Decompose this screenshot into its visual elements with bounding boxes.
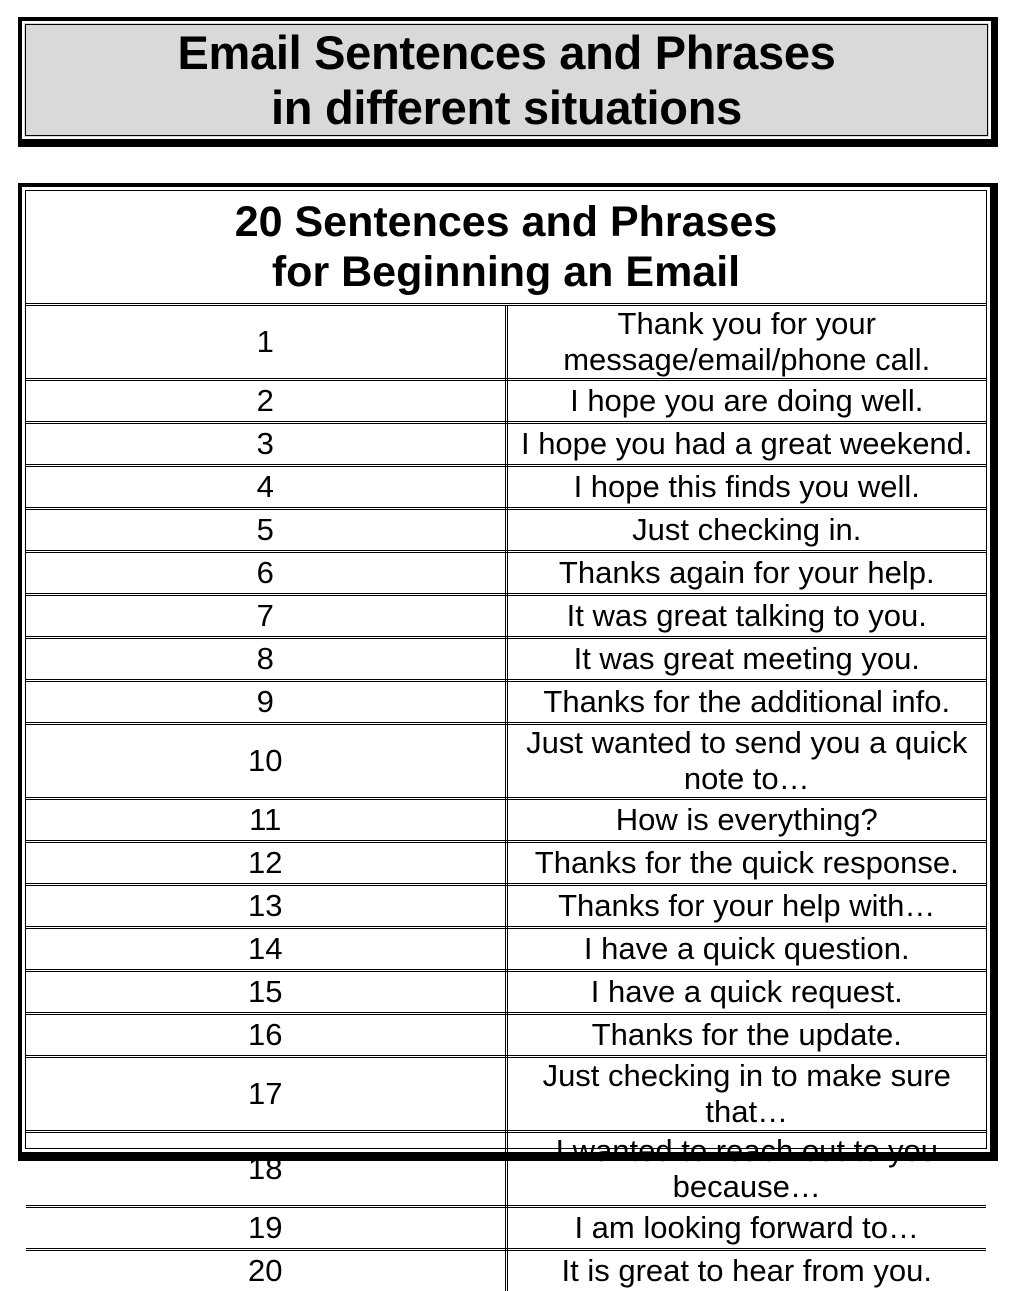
row-number: 15: [26, 971, 506, 1014]
table-row: [26, 885, 986, 928]
row-number: 16: [26, 1014, 506, 1057]
row-number: 20: [26, 1250, 506, 1291]
row-phrase: It was great meeting you.: [506, 638, 986, 681]
table-row: [26, 1207, 986, 1250]
row-number: 3: [26, 423, 506, 466]
row-number: 12: [26, 842, 506, 885]
table-row: [26, 595, 986, 638]
table-row: [26, 380, 986, 423]
table-row: [26, 1057, 986, 1132]
row-phrase: Just checking in.: [506, 509, 986, 552]
row-number: 5: [26, 509, 506, 552]
row-number: 2: [26, 380, 506, 423]
row-phrase: Thanks again for your help.: [506, 552, 986, 595]
row-phrase: I have a quick question.: [506, 928, 986, 971]
table-row: [26, 928, 986, 971]
row-phrase: Thanks for the update.: [506, 1014, 986, 1057]
table-heading: [26, 191, 986, 305]
row-phrase: It is great to hear from you.: [506, 1250, 986, 1291]
table-body: [26, 305, 986, 1291]
row-number: 17: [26, 1057, 506, 1132]
page-title-line-1: Email Sentences and Phrases: [177, 25, 835, 80]
row-number: 14: [26, 928, 506, 971]
row-number: 7: [26, 595, 506, 638]
table-row: [26, 423, 986, 466]
row-number: 6: [26, 552, 506, 595]
row-number: 19: [26, 1207, 506, 1250]
row-number: 13: [26, 885, 506, 928]
title-panel: [22, 21, 991, 139]
phrases-table: [26, 191, 986, 1291]
row-phrase: Thank you for your message/email/phone call.: [506, 305, 986, 380]
row-phrase: I have a quick request.: [506, 971, 986, 1014]
row-number: 1: [26, 305, 506, 380]
row-phrase: I am looking forward to…: [506, 1207, 986, 1250]
row-number: 18: [26, 1132, 506, 1207]
row-phrase: I hope this finds you well.: [506, 466, 986, 509]
phrases-table-panel: [22, 187, 990, 1152]
row-phrase: Just checking in to make sure that…: [506, 1057, 986, 1132]
phrases-table-frame: [18, 183, 998, 1161]
table-row: [26, 305, 986, 380]
row-phrase: Thanks for your help with…: [506, 885, 986, 928]
table-row: [26, 681, 986, 724]
table-row: [26, 842, 986, 885]
row-number: 10: [26, 724, 506, 799]
table-row: [26, 552, 986, 595]
table-heading-row: [26, 191, 986, 305]
row-phrase: Thanks for the quick response.: [506, 842, 986, 885]
table-row: [26, 1132, 986, 1207]
table-row: [26, 971, 986, 1014]
table-row: [26, 724, 986, 799]
table-row: [26, 1014, 986, 1057]
row-phrase: Thanks for the additional info.: [506, 681, 986, 724]
table-row: [26, 509, 986, 552]
row-number: 4: [26, 466, 506, 509]
row-phrase: I hope you are doing well.: [506, 380, 986, 423]
table-row: [26, 466, 986, 509]
row-number: 8: [26, 638, 506, 681]
title-box: [18, 17, 998, 147]
row-number: 11: [26, 799, 506, 842]
row-phrase: It was great talking to you.: [506, 595, 986, 638]
row-phrase: I wanted to reach out to you because…: [506, 1132, 986, 1207]
table-row: [26, 799, 986, 842]
row-phrase: I hope you had a great weekend.: [506, 423, 986, 466]
table-heading-line-1: 20 Sentences and Phrases: [26, 197, 986, 247]
table-row: [26, 1250, 986, 1291]
row-number: 9: [26, 681, 506, 724]
table-row: [26, 638, 986, 681]
row-phrase: Just wanted to send you a quick note to…: [506, 724, 986, 799]
table-heading-line-2: for Beginning an Email: [26, 247, 986, 297]
row-phrase: How is everything?: [506, 799, 986, 842]
page-title-line-2: in different situations: [271, 80, 742, 135]
